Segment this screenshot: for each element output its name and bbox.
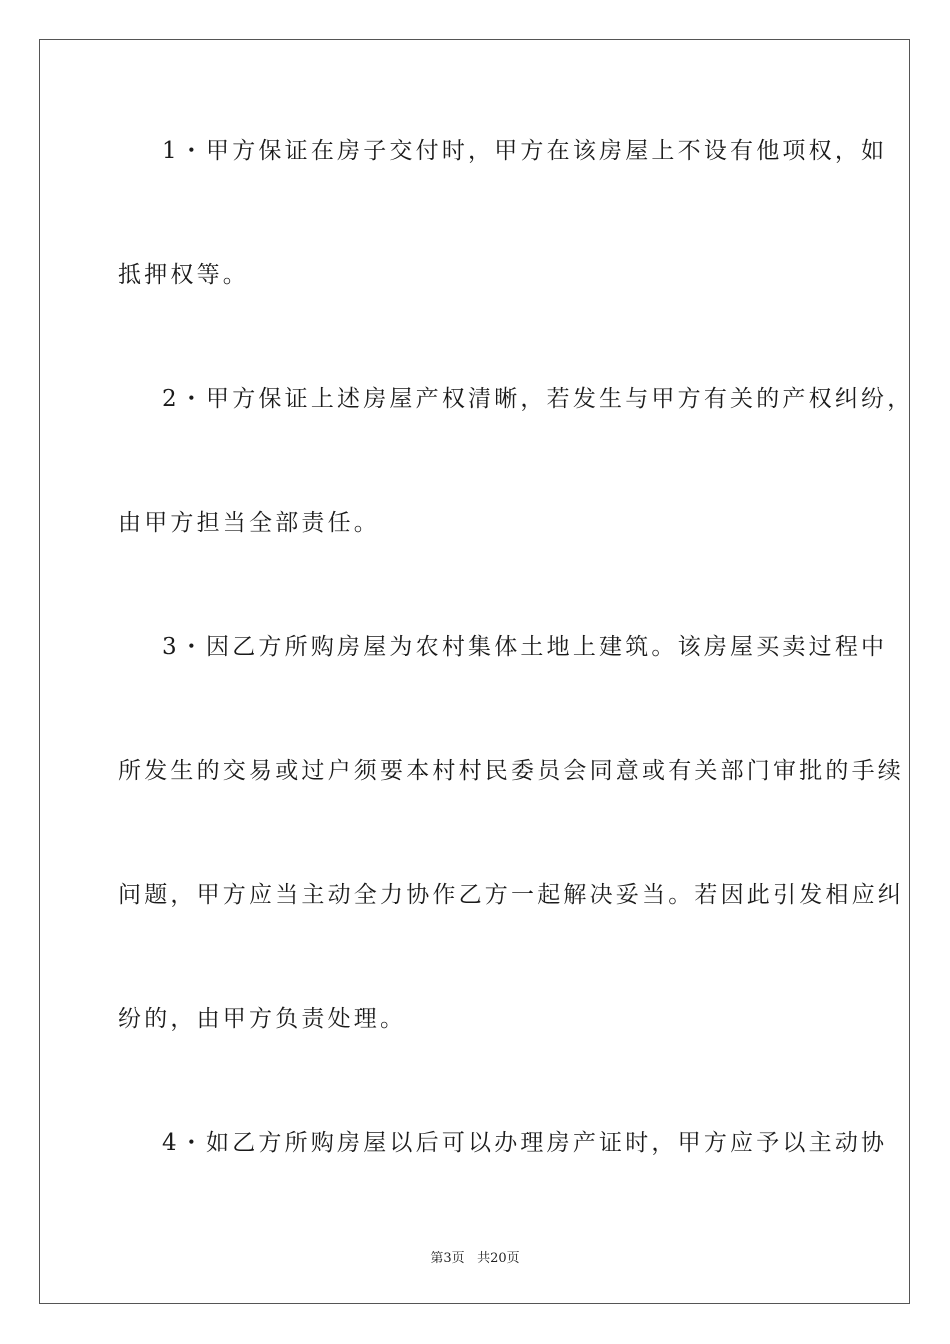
- clause-3-line-4: 纷的，由甲方负责处理。: [118, 1006, 407, 1032]
- total-pages: 共20页: [477, 1251, 520, 1266]
- page-frame: [39, 39, 914, 1304]
- clause-1-line-2: 抵押权等。: [118, 262, 249, 288]
- clause-3-line-1: 3・因乙方所购房屋为农村集体土地上建筑。该房屋买卖过程中: [162, 634, 888, 660]
- page-footer: [0, 1247, 950, 1266]
- clause-1-line-1: 1・甲方保证在房子交付时，甲方在该房屋上不设有他项权，如: [162, 138, 888, 164]
- clause-2-line-1: 2・甲方保证上述房屋产权清晰，若发生与甲方有关的产权纠纷，: [162, 386, 914, 412]
- clause-2-line-2: 由甲方担当全部责任。: [118, 510, 380, 536]
- page-number: 第3页: [430, 1251, 465, 1266]
- clause-3-line-3: 问题，甲方应当主动全力协作乙方一起解决妥当。若因此引发相应纠: [118, 882, 904, 908]
- clause-4-line-1: 4・如乙方所购房屋以后可以办理房产证时，甲方应予以主动协: [162, 1130, 888, 1156]
- clause-3-line-2: 所发生的交易或过户须要本村村民委员会同意或有关部门审批的手续: [118, 758, 904, 784]
